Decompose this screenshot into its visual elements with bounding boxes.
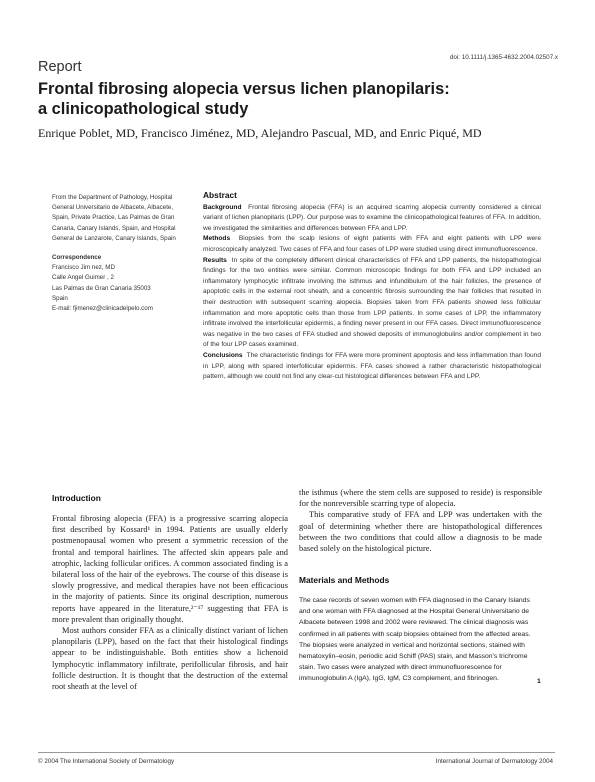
introduction-body: [52, 513, 288, 692]
footer-copyright: © 2004 The International Society of Dermatology: [38, 758, 175, 765]
title-line-1: Frontal fibrosing alopecia versus lichen planopilaris:: [38, 80, 450, 98]
right-column-paragraph-1: the isthmus (where the stem cells are supposed to reside) is responsible for the nonreversible scarring type of alopecia.: [299, 488, 542, 509]
doi: doi: 10.1111/j.1365-4632.2004.02507.x: [449, 54, 558, 61]
abstract-methods: [203, 234, 541, 255]
correspondence-line: Calle Angel Guimer , 2: [52, 274, 114, 282]
abstract: [203, 190, 541, 383]
conclusions-label: Conclusions: [203, 351, 243, 359]
right-column-paragraph-2: This comparative study of FFA and LPP was undertaken with the goal of determining whether there are histopathological differences between the two conditions that could allow a diagnosis to be made based solely on the histological picture.: [299, 510, 542, 554]
correspondence-line: Las Palmas de Gran Canaria 35003: [52, 284, 151, 292]
conclusions-text: The characteristic findings for FFA were more prominent apoptosis and less inflammation than found in LPP, along with spared interfollicular epidermis. FFA cases showed a rather characteristic histopathological pattern, although we could not find any clear-cut histological differences between FFA and LPP.: [203, 351, 541, 381]
footer-journal: International Journal of Dermatology 2004: [435, 758, 553, 765]
abstract-conclusions: [203, 351, 541, 383]
methods-body: [299, 595, 542, 685]
abstract-background: [203, 203, 541, 235]
correspondence-heading: Correspondence: [52, 254, 102, 262]
correspondence-line: Spain: [52, 294, 68, 302]
methods-paragraph: The case records of seven women with FFA diagnosed in the Canary Islands and one woman with FFA diagnosed at the Hospital General Universitario de Albacete between 1998 and 2002 were reviewed. The clinical diagnosis was confirmed in all patients with scalp biopsies obtained from the affected areas. The biopsies were analyzed in vertical and horizontal sections, stained with hematoxylin–eosin, periodic acid Schiff (PAS) stain, and Masson's trichrome stain. Two cases were analyzed with direct immunofluorescence for immunoglobulin A (IgA), IgG, IgM, C3 complement, and fibrinogen.: [299, 597, 531, 683]
authors: Enrique Poblet, MD, Francisco Jiménez, MD, Alejandro Pascual, MD, and Enric Piqué, MD: [38, 126, 482, 140]
results-text: In spite of the completely different clinical characteristics of FFA and LPP patients, the histopathological findings for the two entities were similar. Common microscopic findings for both FFA and LPP included an inflammatory lymphocytic infiltrate involving the isthmus and infundibulum of the hair follicles, the presence of apoptotic cells in the external root sheath, and a concentric fibrosis surrounding the hair follicles that resulted in their destruction with subsequent scarring alopecia. Biopsies taken from FFA patients showed less follicular inflammation and more apoptotic cells than those from LPP patients. In some cases of LPP, the inflammatory infiltrate involved the interfollicular epidermis, a finding never present in our FFA cases. Direct immunofluorescence was negative in the two cases of FFA studied and showed deposits of immunoglobulins and/or complement in two of the four LPP cases examined.: [203, 256, 542, 349]
footer-rule: [38, 752, 555, 753]
section-label: Report: [38, 59, 82, 75]
introduction-paragraph-1: Frontal fibrosing alopecia (FFA) is a progressive scarring alopecia first described by Kossard¹ in 1994. Patients are usually elderly postmenopausal women who present a symmetric recession of the frontal and temporal hairlines. The affected skin appears pale and atrophic, lacking follicular orifices. A common associated finding is a bilateral loss of the hair of the eyebrows. The course of this disease is slowly progressive, and medical therapies have not been efficacious in the majority of patients. Since its original description, numerous reports have appeared in the literature,²⁻¹⁷ suggesting that FFA is more prevalent than originally thought.: [52, 514, 288, 624]
methods-label: Methods: [203, 235, 231, 243]
affiliation-block: [52, 193, 192, 314]
title-line-2: a clinicopathological study: [38, 99, 249, 118]
correspondence-line: Francisco Jim nez, MD: [52, 264, 115, 272]
article-title: [38, 80, 558, 119]
methods-text: Biopsies from the scalp lesions of eight patients with FFA and eight patients with LPP were microscopically analyzed. Two cases of FFA and four cases of LPP were studied using direct immunofluorescence.: [203, 235, 541, 253]
background-text: Frontal fibrosing alopecia (FFA) is an acquired scarring alopecia currently considered a clinical variant of lichen planopilaris (LPP). Our purpose was to examine the clinicopathological features of FFA. In addition, we investigated the similarities and differences between FFA and LPP.: [203, 203, 541, 232]
background-label: Background: [203, 203, 242, 211]
results-label: Results: [203, 256, 227, 264]
abstract-results: [203, 256, 541, 351]
affiliation-line: From the Department of Pathology, Hospital: [52, 194, 173, 201]
affiliation-line: General Universitario de Albacete, Albacete,: [52, 204, 174, 212]
abstract-heading: Abstract: [203, 190, 237, 200]
right-column-body: [299, 487, 542, 554]
methods-heading: Materials and Methods: [299, 575, 390, 585]
correspondence-email[interactable]: E-mail: fjimenez@clinicadelpelo.com: [52, 305, 153, 313]
page-number: 1: [537, 678, 541, 685]
affiliation-line: Spain, Private Practice, Las Palmas de Gran: [52, 214, 175, 222]
affiliation-line: General de Lanzarote, Canary Islands, Spain: [52, 234, 176, 242]
affiliation-line: Canaria, Canary Islands, Spain, and Hospital: [52, 224, 176, 232]
introduction-heading: Introduction: [52, 493, 101, 503]
introduction-paragraph-2: Most authors consider FFA as a clinically distinct variant of lichen planopilaris (LPP), based on the fact that their histological findings appear to be indistinguishable. Both entities show a lichenoid lymphocytic inflammatory infiltrate, perifollicular fibrosis, and hair follicle destruction. It is thought that the destruction of the external root sheath at the level of: [52, 626, 288, 692]
